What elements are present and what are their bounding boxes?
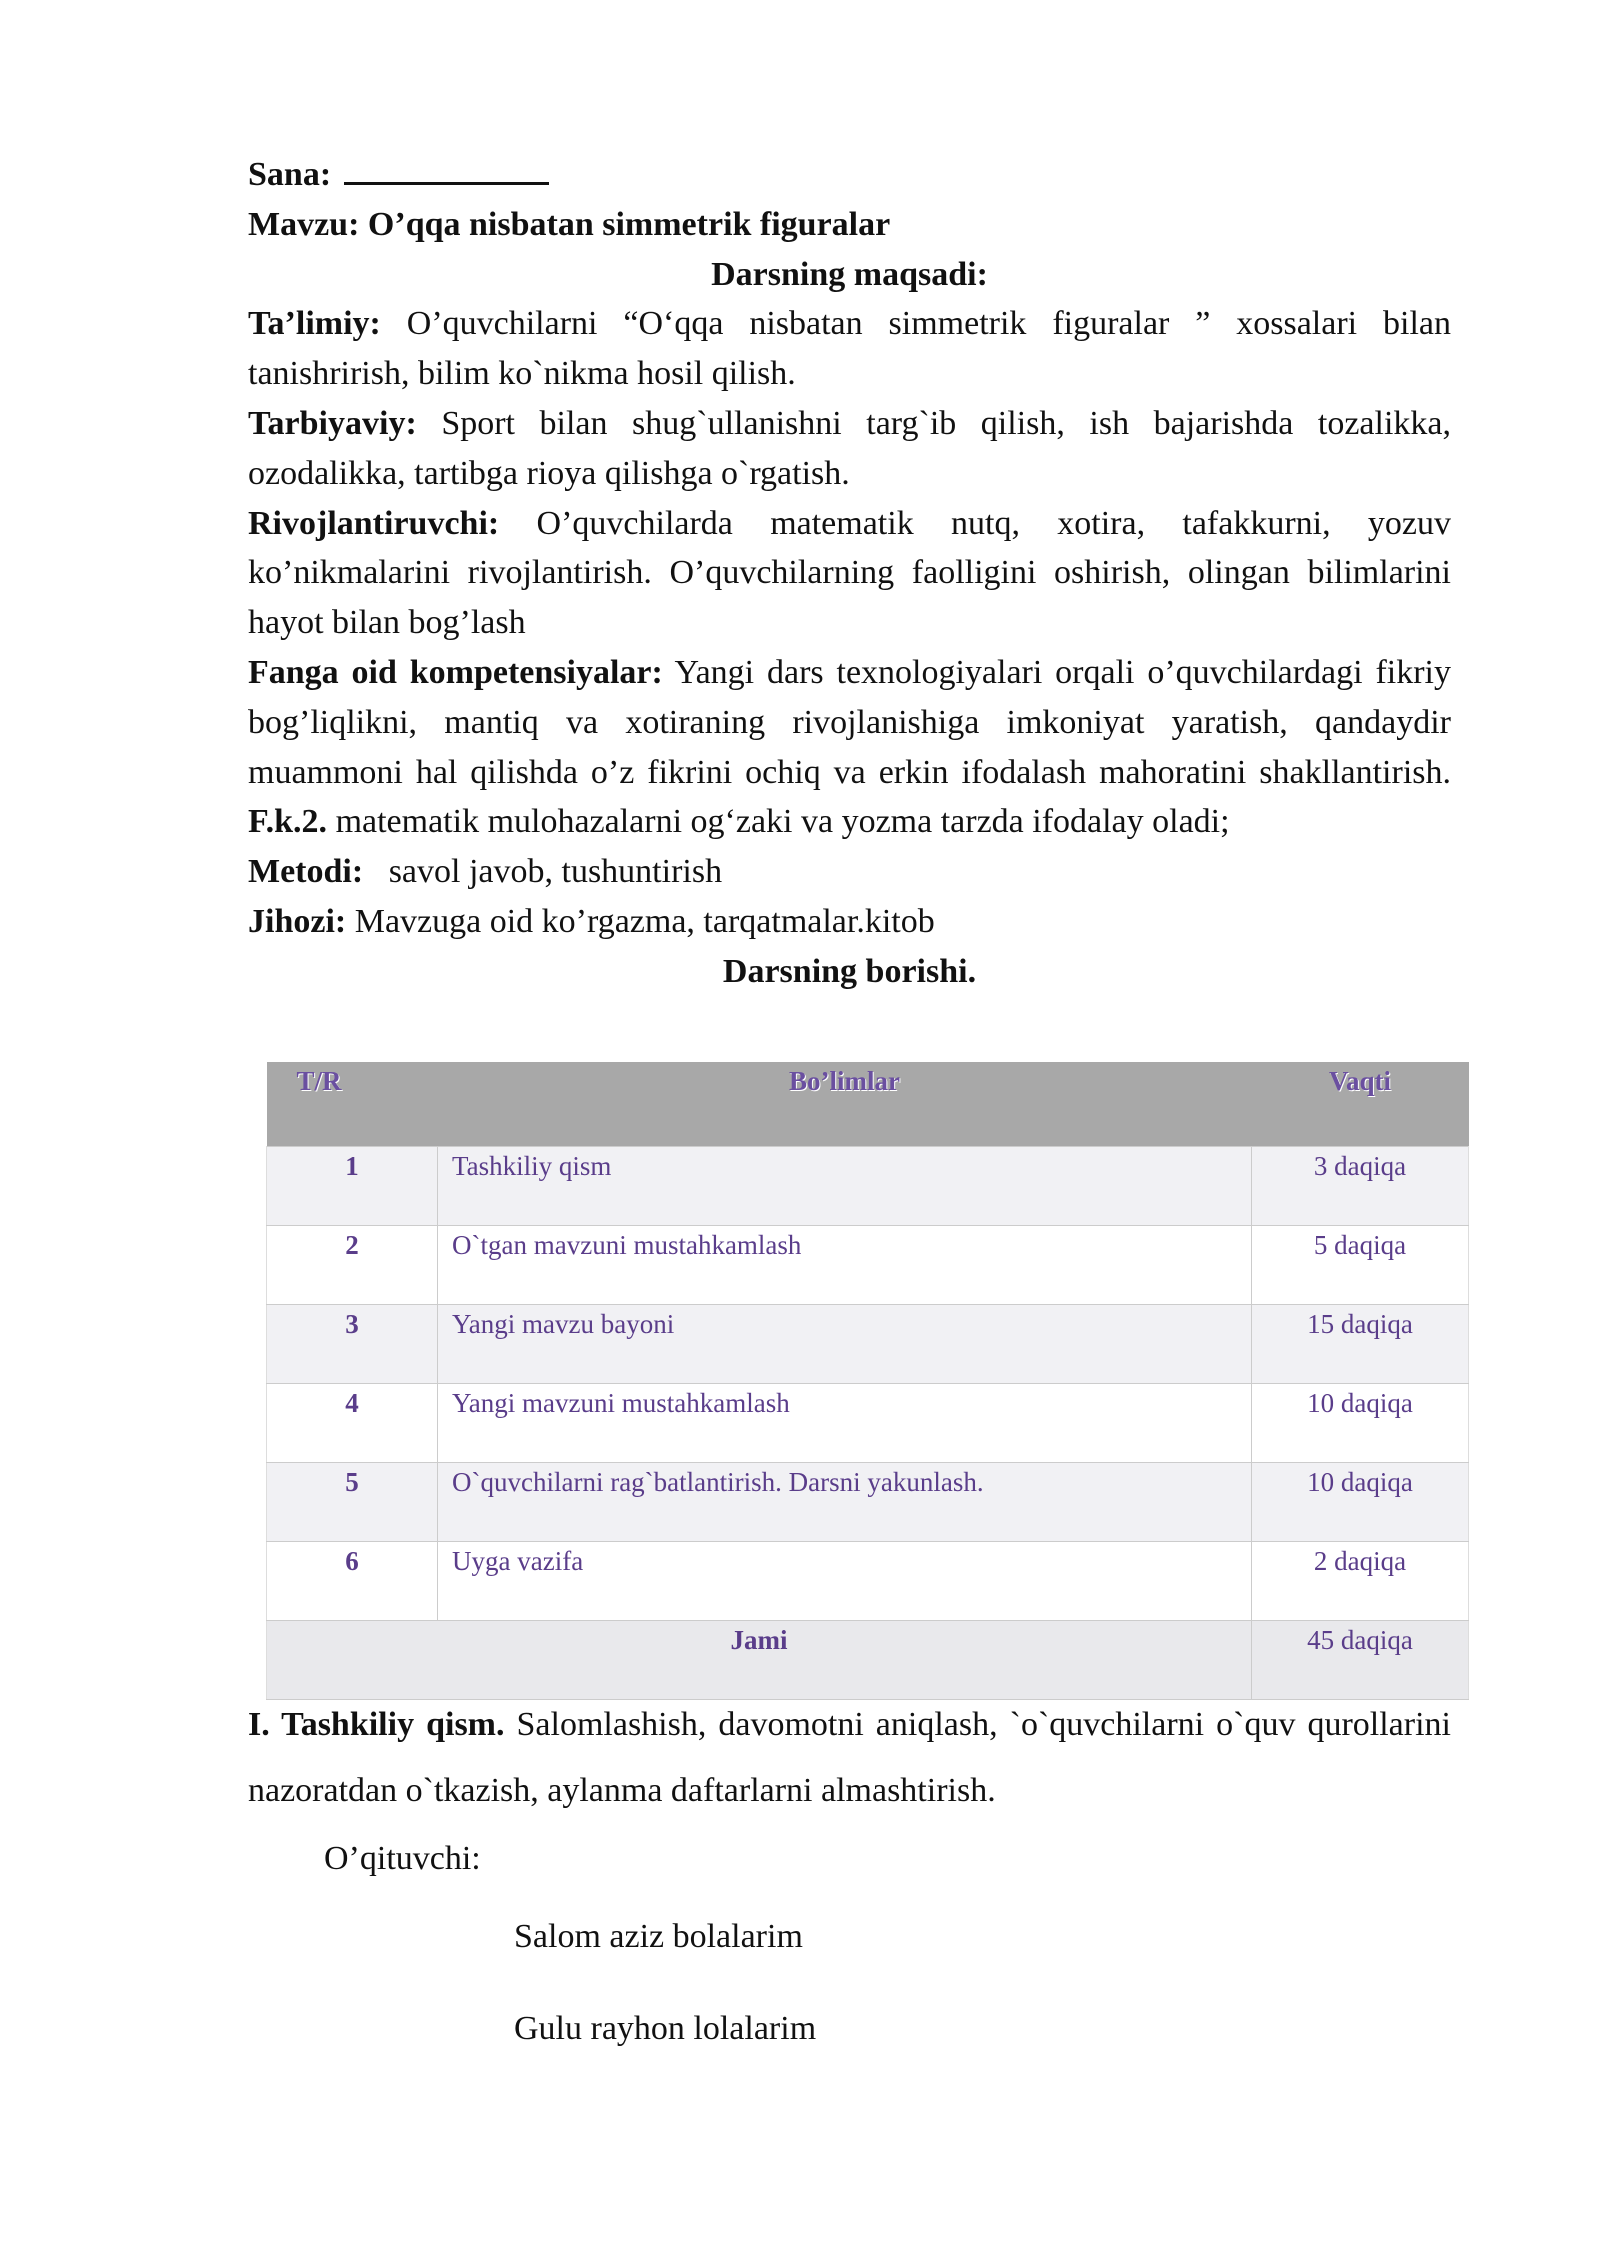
table-header-row — [267, 1062, 1469, 1147]
fk-text: matematik mulohazalarni og‘zaki va yozma tarzda ifodalay oladi; — [327, 803, 1230, 841]
total-time: 45 daqiqa — [1252, 1621, 1469, 1700]
row-time: 2 daqiqa — [1252, 1542, 1469, 1621]
method-line — [248, 847, 1451, 897]
row-number: 4 — [267, 1384, 438, 1463]
row-section: Uyga vazifa — [438, 1542, 1252, 1621]
topic-line — [248, 200, 1451, 250]
total-label: Jami — [267, 1621, 1252, 1700]
row-time: 10 daqiqa — [1252, 1384, 1469, 1463]
upbringing-text: Sport bilan shug`ullanishni targ`ib qilish, ish bajarishda tozalikka, ozodalikka, tartibga rioya qilishga o`rgatish. — [248, 404, 1451, 492]
table-row — [267, 1542, 1469, 1621]
poem-line-1: Salom aziz bolalarim — [514, 1918, 803, 1955]
developing-goal — [248, 499, 1451, 648]
educational-text: O’quvchilarni “O‘qqa nisbatan simmetrik figuralar ” xossalari bilan tanishrirish, bilim ko`nikma hosil qilish. — [248, 305, 1451, 393]
header-tr: T/R — [267, 1062, 438, 1147]
lesson-plan-header — [248, 150, 1451, 997]
lesson-progress-table — [266, 1062, 1469, 1700]
date-label: Sana: — [248, 156, 332, 193]
table-row — [267, 1226, 1469, 1305]
row-number: 3 — [267, 1305, 438, 1384]
competence-label: Fanga oid kompetensiyalar: — [248, 653, 663, 691]
row-number: 1 — [267, 1147, 438, 1226]
section1-title: I. Tashkiliy qism. — [248, 1706, 505, 1743]
fk-label: F.k.2. — [248, 803, 328, 841]
developing-text: O’quvchilarda matematik nutq, xotira, tafakkurni, yozuv ko’nikmalarini rivojlantirish. O’quvchilarning faolligini oshirish, olingan bilimlarini hayot bilan bog’lash — [248, 504, 1451, 642]
educational-goal — [248, 299, 1451, 399]
equipment-text: Mavzuga oid ko’rgazma, tarqatmalar.kitob — [346, 902, 935, 940]
header-time: Vaqti — [1252, 1062, 1469, 1147]
equipment-line — [248, 897, 1451, 947]
row-time: 3 daqiqa — [1252, 1147, 1469, 1226]
row-number: 6 — [267, 1542, 438, 1621]
lesson-progress-table-wrap — [266, 1062, 1468, 1700]
teacher-label: O’qituvchi: — [324, 1840, 481, 1877]
date-blank — [344, 150, 549, 185]
table-total-row — [267, 1621, 1469, 1700]
section1-text: Salomlashish, davomotni aniqlash, `o`quvchilarni o`quv qurollarini nazoratdan o`tkazish, aylanma daftarlarni almashtirish. — [248, 1706, 1451, 1809]
poem-line-2: Gulu rayhon lolalarim — [514, 2010, 817, 2047]
method-text: savol javob, tushuntirish — [363, 853, 723, 891]
row-section: Tashkiliy qism — [438, 1147, 1252, 1226]
section-organizational — [248, 1692, 1451, 1888]
row-number: 2 — [267, 1226, 438, 1305]
method-label: Metodi: — [248, 853, 364, 891]
row-time: 5 daqiqa — [1252, 1226, 1469, 1305]
row-time: 15 daqiqa — [1252, 1305, 1469, 1384]
progress-title: Darsning borishi. — [722, 952, 977, 990]
row-section: O`tgan mavzuni mustahkamlash — [438, 1226, 1252, 1305]
row-section: Yangi mavzuni mustahkamlash — [438, 1384, 1252, 1463]
section1-paragraph — [248, 1692, 1451, 1824]
upbringing-goal — [248, 399, 1451, 499]
table-row — [267, 1147, 1469, 1226]
upbringing-label: Tarbiyaviy: — [248, 404, 417, 442]
topic-label: Mavzu: — [248, 205, 360, 243]
row-time: 10 daqiqa — [1252, 1463, 1469, 1542]
table-row — [267, 1384, 1469, 1463]
row-section: O`quvchilarni rag`batlantirish. Darsni yakunlash. — [438, 1463, 1252, 1542]
educational-label: Ta’limiy: — [248, 305, 381, 343]
row-number: 5 — [267, 1463, 438, 1542]
topic-value: O’qqa nisbatan simmetrik figuralar — [367, 205, 891, 243]
date-line — [248, 150, 1451, 200]
table-row — [267, 1463, 1469, 1542]
competence-goal — [248, 648, 1451, 847]
competence-text: Yangi dars texnologiyalari orqali o’quvchilardagi fikriy bog’liqlikni, mantiq va xotiraning rivojlanishiga imkoniyat yaratish, qandaydir muammoni hal qilishda o’z fikrini ochiq va erkin ifodalash mahoratini shakllantirish. — [248, 653, 1451, 791]
header-sections: Bo’limlar — [438, 1062, 1252, 1147]
equipment-label: Jihozi: — [248, 902, 347, 940]
table-row — [267, 1305, 1469, 1384]
developing-label: Rivojlantiruvchi: — [248, 504, 500, 542]
goals-title: Darsning maqsadi: — [711, 255, 988, 293]
row-section: Yangi mavzu bayoni — [438, 1305, 1252, 1384]
